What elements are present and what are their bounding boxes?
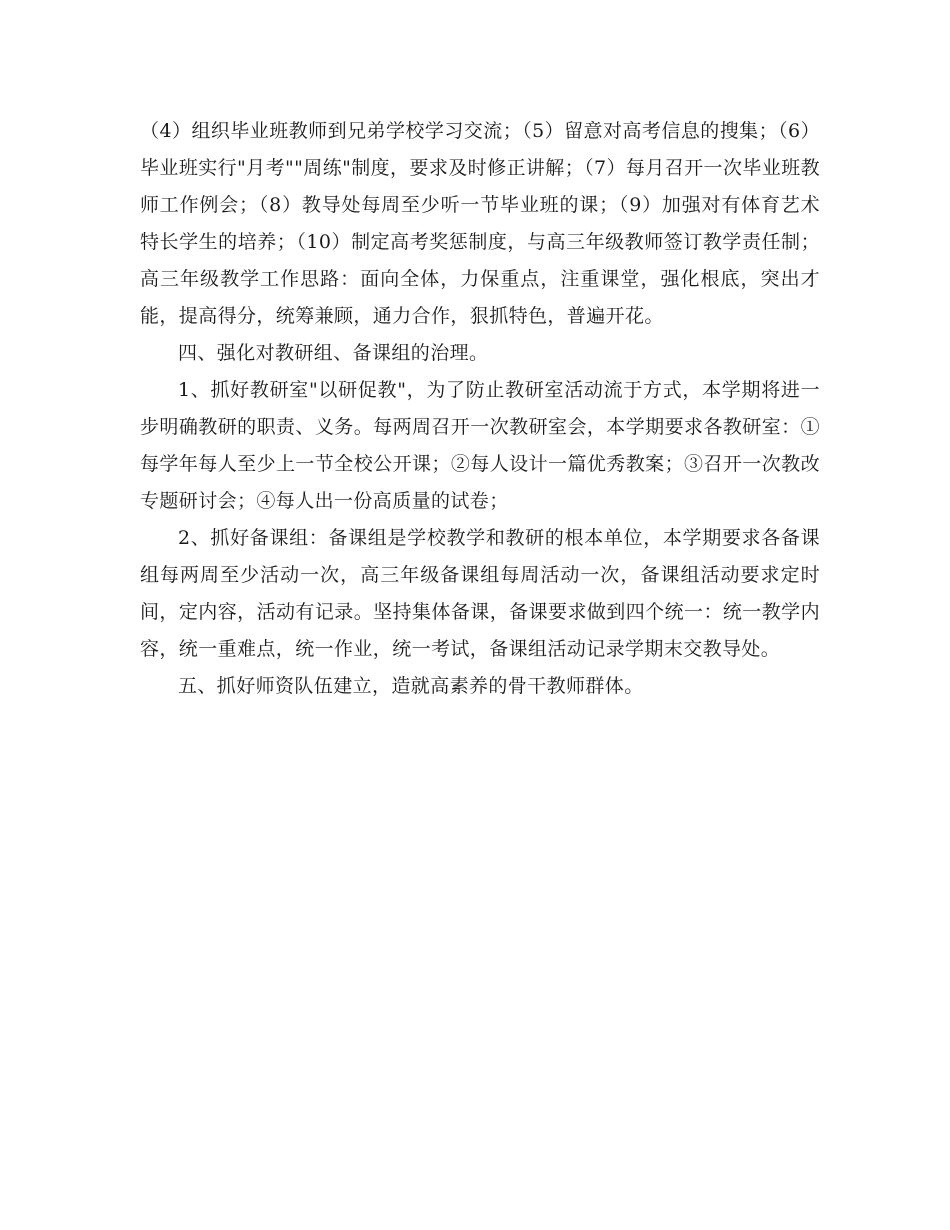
document-body	[140, 113, 820, 705]
paragraph-exam-measures: （4）组织毕业班教师到兄弟学校学习交流；（5）留意对高考信息的搜集；（6）毕业班实行"月考""周练"制度，要求及时修正讲解；（7）每月召开一次毕业班教师工作例会；（8）教导处每周至少听一节毕业班的课；（9）加强对有体育艺术特长学生的培养；（10）制定高考奖惩制度，与高三年级教师签订教学责任制；高三年级教学工作思路：面向全体，力保重点，注重课堂，强化根底，突出才能，提高得分，统筹兼顾，通力合作，狠抓特色，普遍开花。	[140, 120, 820, 327]
paragraph-item-1: 1、抓好教研室"以研促教"，为了防止教研室活动流于方式，本学期将进一步明确教研的职责、义务。每两周召开一次教研室会，本学期要求各教研室：①每学年每人至少上一节全校公开课；②每人设计一篇优秀教案；③召开一次教改专题研讨会；④每人出一份高质量的试卷；	[140, 379, 820, 512]
section-heading-5: 五、抓好师资队伍建立，造就高素养的骨干教师群体。	[178, 675, 644, 697]
paragraph-item-2: 2、抓好备课组：备课组是学校教学和教研的根本单位，本学期要求各备课组每两周至少活动一次，高三年级备课组每周活动一次，备课组活动要求定时间，定内容，活动有记录。坚持集体备课，备课要求做到四个统一：统一教学内容，统一重难点，统一作业，统一考试，备课组活动记录学期末交教导处。	[140, 527, 820, 660]
section-heading-4: 四、强化对教研组、备课组的治理。	[178, 342, 489, 364]
